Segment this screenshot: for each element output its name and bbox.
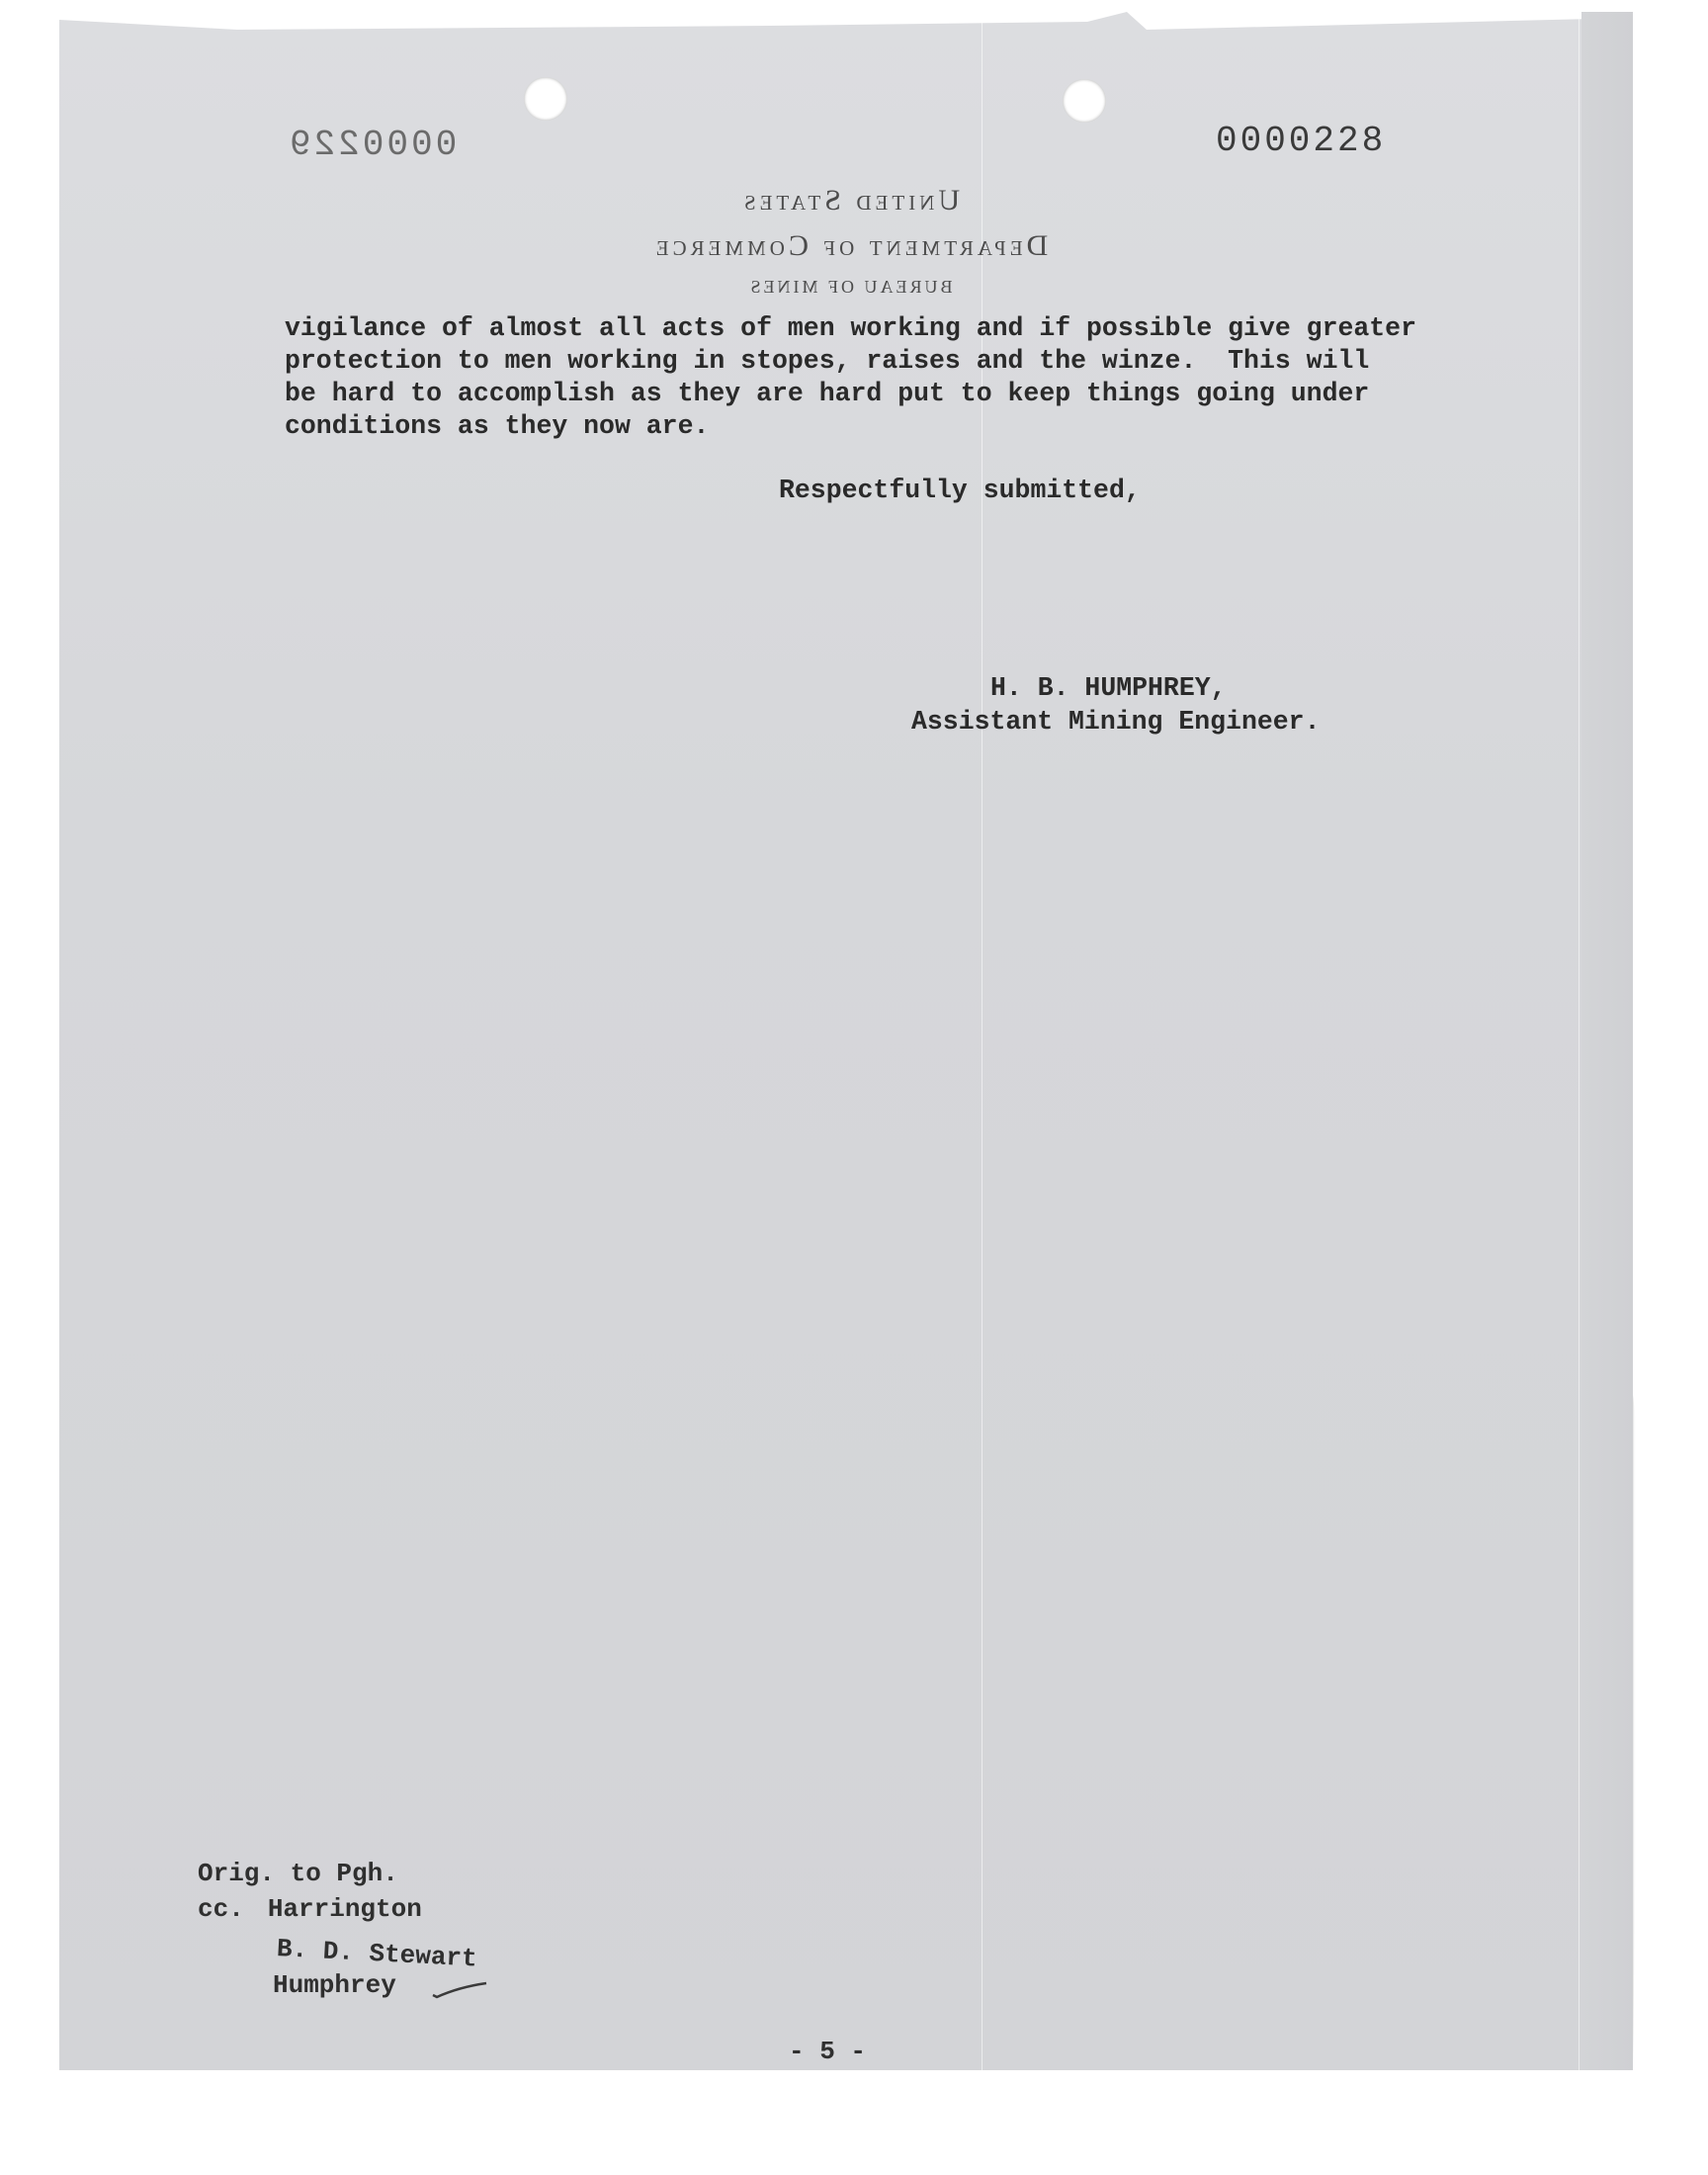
punch-hole [524,77,567,121]
cc-label: cc. [198,1894,244,1924]
page-number: - 5 - [789,2037,867,2066]
letterhead [0,184,1708,298]
signer-name: H. B. HUMPHREY, [990,673,1227,703]
orig-line: Orig. to Pgh. [198,1859,398,1888]
letterhead-bureau: BUREAU OF MINES [747,277,953,297]
punch-hole [1063,79,1106,123]
check-mark-icon [431,1981,490,2001]
fold-crease [1579,12,1580,2070]
closing: Respectfully submitted, [779,476,1141,505]
page-edge [1581,12,1633,2070]
body-text [285,312,1416,443]
body-line: conditions as they now are. [285,411,710,441]
body-line: protection to men working in stopes, raises and the winze. This will [285,346,1370,376]
cc-recipient: Harrington [267,1894,422,1924]
letterhead-department: Department of Commerce [651,229,1049,262]
cc-recipient: B. D. Stewart [276,1934,478,1974]
ghost-serial-number: 0000229 [287,125,458,165]
signer-title: Assistant Mining Engineer. [911,707,1321,737]
cc-recipient: Humphrey [273,1970,396,2000]
distribution-list [198,1859,422,1924]
body-line: be hard to accomplish as they are hard put to keep things going under [285,379,1370,408]
serial-number: 0000228 [1216,121,1387,161]
body-line: vigilance of almost all acts of men working and if possible give greater [285,313,1416,343]
letterhead-country: United States [739,184,961,217]
